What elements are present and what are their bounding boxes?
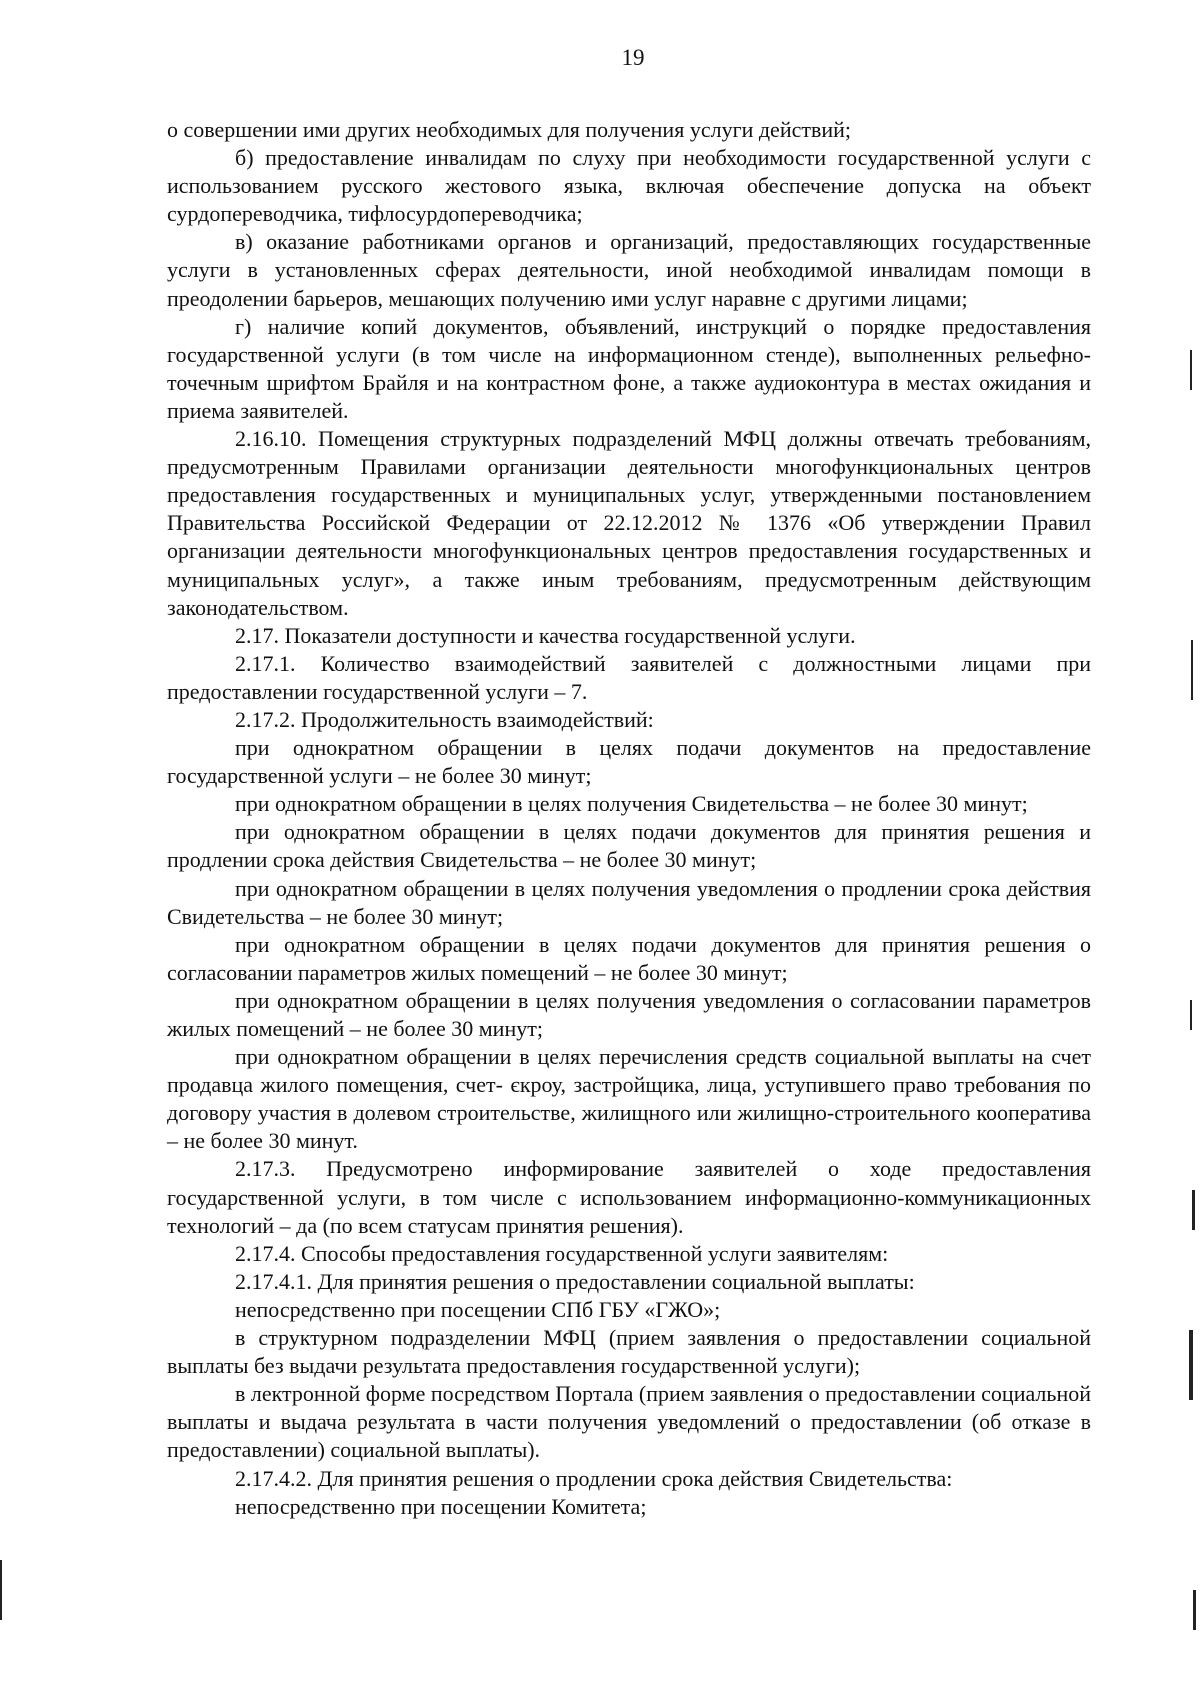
scan-artifact <box>1192 1190 1195 1230</box>
paragraph-duration-1: при однократном обращении в целях подачи документов на предоставление государственной услуги – не более 30 минут; <box>167 735 1091 789</box>
paragraph-2-17-4-2: 2.17.4.2. Для принятия решения о продлении срока действия Свидетельства: <box>235 1465 953 1491</box>
paragraph-duration-5: при однократном обращении в целях подачи документов для принятия решения о согласовании параметров жилых помещений – не более 30 минут; <box>167 931 1091 985</box>
paragraph-2-17-4-1: 2.17.4.1. Для принятия решения о предоставлении социальной выплаты: <box>235 1268 915 1294</box>
paragraph-duration-2: при однократном обращении в целях получения Свидетельства – не более 30 минут; <box>235 791 1028 817</box>
paragraph-2-16-10: 2.16.10. Помещения структурных подразделений МФЦ должны отвечать требованиям, предусмотренным Правилами организации деятельности многофункциональных центров предоставления государственных и муниципальных услуг, утвержденными постановлением Правительства Российской Федерации от 22.12.2012 № 1376 «Об утверждении Правил организации деятельности многофункциональных центров предоставления государственных и муниципальных услуг», а также иным требованиям, предусмотренным действующим законодательством. <box>167 426 1091 620</box>
scan-artifact <box>0 1560 2 1620</box>
paragraph-method-2: в структурном подразделении МФЦ (прием заявления о предоставлении социальной выплаты без выдачи результата предоставления государственной услуги); <box>167 1325 1091 1379</box>
paragraph-method-1: непосредственно при посещении СПб ГБУ «ГЖО»; <box>235 1296 721 1322</box>
paragraph-duration-7: при однократном обращении в целях перечисления средств социальной выплаты на счет продавца жилого помещения, счет- єкроу, застройщика, лица, уступившего право требования по договору участия в долевом строительстве, жилищного или жилищно-строительного кооператива – не более 30 минут. <box>167 1044 1091 1154</box>
paragraph-2-17-4: 2.17.4. Способы предоставления государственной услуги заявителям: <box>235 1240 889 1266</box>
paragraph-2-17-2: 2.17.2. Продолжительность взаимодействий: <box>235 706 654 732</box>
page-number: 19 <box>621 45 645 70</box>
paragraph-item-g: г) наличие копий документов, объявлений, инструкций о порядке предоставления государственной услуги (в том числе на информационном стенде), выполненных рельефно-точечным шрифтом Брайля и на контрастном фоне, а также аудиоконтура в местах ожидания и приема заявителей. <box>167 313 1091 423</box>
paragraph-item-v: в) оказание работниками органов и организаций, предоставляющих государственные услуги в установленных сферах деятельности, иной необходимой инвалидам помощи в преодолении барьеров, мешающих получению ими услуг наравне с другими лицами; <box>167 229 1091 311</box>
paragraph-method-4: непосредственно при посещении Комитета; <box>235 1493 647 1519</box>
scan-artifact <box>1191 640 1193 700</box>
scan-artifact <box>1190 350 1192 390</box>
paragraph-2-17-3: 2.17.3. Предусмотрено информирование заявителей о ходе предоставления государственной услуги, в том числе с использованием информационно-коммуникационных технологий – да (по всем статусам принятия решения). <box>167 1156 1091 1238</box>
scan-artifact <box>1189 1330 1193 1400</box>
paragraph-2-17-1: 2.17.1. Количество взаимодействий заявителей с должностными лицами при предоставлении государственной услуги – 7. <box>167 650 1091 704</box>
scan-artifact <box>1193 1590 1196 1630</box>
paragraph-method-3: в лектронной форме посредством Портала (прием заявления о предоставлении социальной выплаты и выдача результата в части получения уведомлений о предоставлении (об отказе в предоставлении) социальной выплаты). <box>167 1381 1091 1463</box>
paragraph-duration-3: при однократном обращении в целях подачи документов для принятия решения и продлении срока действия Свидетельства – не более 30 минут; <box>167 819 1091 873</box>
paragraph-duration-6: при однократном обращении в целях получения уведомления о согласовании параметров жилых помещений – не более 30 минут; <box>167 987 1091 1041</box>
paragraph-item-b: б) предоставление инвалидам по слуху при необходимости государственной услуги с использованием русского жестового языка, включая обеспечение допуска на объект сурдопереводчика, тифлосурдопереводчика; <box>167 145 1091 227</box>
paragraph-continuation: о совершении ими других необходимых для получения услуги действий; <box>167 117 852 142</box>
paragraph-duration-4: при однократном обращении в целях получения уведомления о продлении срока действия Свидетельства – не более 30 минут; <box>167 875 1091 929</box>
scan-artifact <box>1190 1000 1192 1030</box>
document-body <box>167 116 1091 1521</box>
paragraph-2-17: 2.17. Показатели доступности и качества государственной услуги. <box>235 622 856 648</box>
